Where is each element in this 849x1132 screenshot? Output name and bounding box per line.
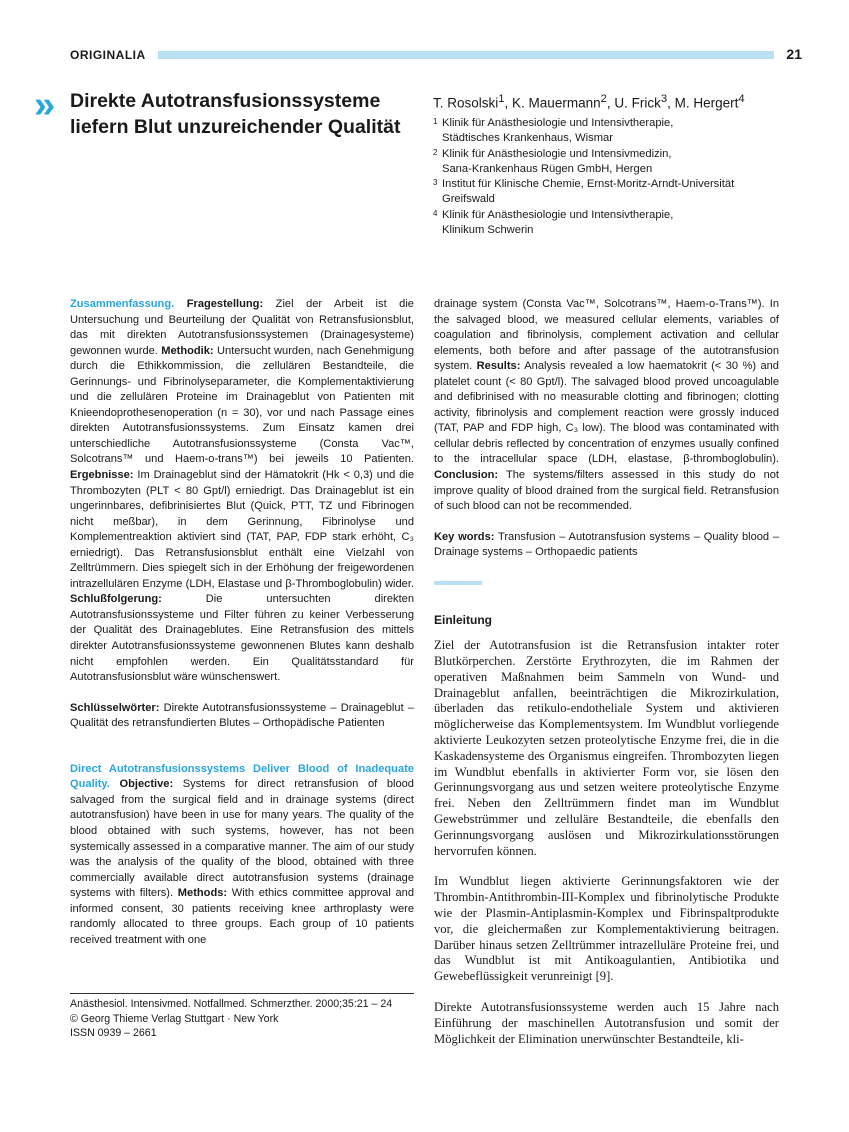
affiliation — [433, 116, 813, 147]
section-heading: Einleitung — [434, 612, 492, 627]
author-affil-mark: 4 — [738, 93, 745, 105]
abstract-text: Im Drainageblut sind der Hämatokrit (Hk < 0,3) und die Thrombozyten (PLT < 80 Gpt/l) erniedrigt. Das Drainageblut ist ein ungerinnbares, defibrinisiertes Blut (Quick, PTT, TZ und Fibrinogen nicht meßbar), in dem Gerinnung, Fibrinolyse und Komplementreaktion aktiviert sind (TAT, PAP, FDP stark erhöht, C₃ erniedrigt). Das Retransfusionsblut enthält eine Vielzahl von Zelltrümmern. Dies spiegelt sich in der Erhöhung der freigewordenen intrazellulären Enzyme (LDH, Elastase und β-Thromboglobulin) wider. — [70, 469, 414, 590]
author: M. Hergert — [674, 95, 739, 111]
keywords-text: Direkte Autotransfusionssysteme – Drainageblut – Qualität des retransfundierten Blutes – Orthopädische Patienten — [70, 701, 414, 730]
keywords-label: Key words: — [434, 530, 495, 543]
paragraph: Direkte Autotransfusionssysteme werden auch 15 Jahre nach Einführung der maschinellen Autotransfusion und somit der Möglichkeit der Elimination unerwünschter Bestandteile, kli- — [434, 1000, 779, 1046]
affil-line: Institut für Klinische Chemie, Ernst-Moritz-Arndt-Universität — [442, 178, 735, 191]
abstract-label: Schlußfolgerung: — [70, 593, 162, 606]
abstract-label: Methodik: — [161, 344, 214, 357]
keywords-text: Transfusion – Autotransfusion systems – Quality blood – Drainage systems – Orthopaedic patients — [434, 530, 780, 559]
affil-mark: 2 — [433, 147, 438, 157]
article-title — [70, 88, 425, 140]
abstract-english-cont — [434, 297, 779, 515]
affil-line: Sana-Krankenhaus Rügen GmbH, Hergen — [442, 162, 653, 175]
abstract-heading: Zusammenfassung. — [70, 298, 175, 310]
abstract-text: Systems for direct retransfusion of blood salvaged from the surgical field and in drainage systems (direct autotransfusion) have been in use for many years. The quality of the blood obtained with such systems, however, has not been systemically assessed in a comparative manner. The aim of our study was the analysis of the quality of the blood, obtained with three commercially available direct autotransfusion systems (drainage systems with filters). — [70, 778, 414, 900]
author: K. Mauermann — [512, 95, 601, 111]
author: U. Frick — [614, 95, 661, 111]
header-rule — [158, 51, 774, 59]
author-list: T. Rosolski$^1$, K. Mauermann$^2$, U. Frick$^3$, M. Hergert$^4$ — [433, 93, 745, 111]
affil-line: Städtisches Krankenhaus, Wismar — [442, 132, 613, 145]
affil-line: Klinik für Anästhesiologie und Intensivmedizin, — [442, 147, 672, 160]
issn-line: ISSN 0939 – 2661 — [70, 1027, 157, 1039]
affiliation — [433, 177, 813, 208]
abstract-heading: Direct Autotransfusionssystems Deliver Blood of Inadequate Quality. — [70, 762, 414, 791]
abstract-text: The systems/filters assessed in this study do not improve quality of blood drained from the surgical field. Retransfusion of such blood can not be recommended. — [434, 469, 779, 513]
affil-mark: 3 — [433, 178, 438, 188]
affil-mark: 4 — [433, 208, 438, 218]
abstract-text: With ethics committee approval and informed consent, 30 patients receiving knee arthroplasty were randomly allocated to three groups. Each group of 10 patients received treatment with one — [70, 887, 415, 946]
author-affil-mark: 1 — [498, 93, 505, 105]
abstract-text: Analysis revealed a low haematokrit (< 30 %) and platelet count (< 80 Gpt/l). The salvaged blood proved uncoagulable and defibrinised with no measurable clotting and fibrinogen; clotting activity, fibrinolysis and complement reaction were grossly induced (TAT, PAP and FDP high, C₃ low). The blood was contaminated with cellular debris reflected by concentration of enzymes usually confined to the intracellular space (LDH, elastase, β-thromboglobulin). — [434, 360, 779, 466]
author-affil-mark: 3 — [660, 93, 668, 105]
affil-mark: 1 — [433, 117, 438, 126]
title-line-1: Direkte Autotransfusionssysteme — [70, 90, 381, 112]
abstract-text: drainage system (Consta Vac™, Solcotrans™, Haem-o-Trans™). In the salvaged blood, we measured cellular elements, variables of coagulation and fibrinolysis, complement activation and cellular elements, both before and after passage of the autotransfusion system. — [434, 298, 779, 373]
affiliation — [433, 147, 813, 178]
abstract-german — [70, 297, 414, 686]
left-column — [70, 297, 414, 948]
abstract-english — [70, 762, 414, 949]
paragraph: Ziel der Autotransfusion ist die Retransfusion intakter roter Blutkörperchen. Zerstörte Erythrozyten, die im Rahmen der operativen Maßnahmen beim Sammeln von Wund- und Drainageblut anfallen, beeinträchtigen die Mikrozirkulation, überladen das retikulo-endotheliale System und aktivieren möglicherweise das Komplementsystem. Im Wundblut vorliegende aktivierte Leukozyten setzen proteolytische Enzyme frei, die in die Kaskadensysteme des Organismus eingreifen. Thrombozyten liegen im Wundblut ebenfalls in aktivierter Form vor, sie lösen den Gerinnungsvorgang aus und setzen weitere proteolytische Enzyme frei. Neben den Zelltrümmern findet man im Wundblut Gewebstrümmer und zelluläre Bestandteile, die ebenfalls den Gerinnungsvorgang auslösen und Mikrozirkulationsstörungen hervorrufen können. — [434, 638, 779, 858]
affil-line: Klinikum Schwerin — [442, 224, 534, 237]
citation-footer — [70, 993, 414, 1041]
abstract-label: Conclusion: — [434, 469, 499, 482]
quote-icon: » — [34, 84, 52, 126]
right-column — [434, 297, 779, 1047]
abstract-text: Ziel der Arbeit ist die Untersuchung und Beurteilung der Qualität von Retransfusionsblut, das mit direkten Autotransfusionssystemen (Drainagesysteme) gewonnen wurde. — [70, 298, 414, 357]
keywords-label: Schlüsselwörter: — [70, 701, 160, 714]
author: T. Rosolski — [433, 95, 499, 111]
title-line-2: liefern Blut unzureichender Qualität — [70, 116, 401, 138]
affil-line: Klinik für Anästhesiologie und Intensivtherapie, — [442, 117, 674, 129]
section-divider — [434, 581, 482, 585]
paragraph: Im Wundblut liegen aktivierte Gerinnungsfaktoren wie der Thrombin-Antithrombin-III-Komplex und fibrinolytische Produkte wie der Plasmin-Antiplasmin-Komplex und Fibrinspaltprodukte vor, die gleichermaßen zur Komplementaktivierung beitragen. Darüber hinaus setzen Zelltrümmer intrazelluläre Proteine frei, und das Wundblut ist mit Antikoagulantien, Antibiotika und Gewebeflüssigkeit verunreinigt [9]. — [434, 874, 779, 984]
copyright-line: © Georg Thieme Verlag Stuttgart · New York — [70, 1012, 279, 1025]
affil-line: Klinik für Anästhesiologie und Intensivtherapie, — [442, 208, 674, 221]
abstract-label: Fragestellung: — [186, 298, 264, 310]
affiliation-list — [433, 116, 813, 238]
abstract-text: Untersucht wurden, nach Genehmigung durch die Ethikkommission, die zellulären Bestandteile, die Gerinnungs- und Fibrinolyseparameter, die Komplementaktivierung und die zellulären Proteine im Drainageblut von Patienten mit Knieendoprothesenoperation (n = 30), vor und nach Passage eines direkten Autotransfusionssystems. Zum Einsatz kamen drei unterschiedliche Autotransfusionssysteme (Consta Vac™, Solcotrans™ und Haem-o-trans™) bei jeweils 10 Patienten. — [70, 344, 414, 466]
abstract-label: Methods: — [177, 887, 228, 900]
abstract-label: Results: — [476, 360, 521, 373]
journal-citation: Anästhesiol. Intensivmed. Notfallmed. Schmerzther. 2000;35:21 – 24 — [70, 998, 393, 1010]
page-number: 21 — [786, 46, 802, 62]
affil-line: Greifswald — [442, 193, 495, 206]
keywords-german — [70, 701, 414, 732]
abstract-text: Die untersuchten direkten Autotransfusionssysteme und Filter führen zu keiner Verbesserung der Qualität des Drainageblutes. Eine Retransfusion des mittels direkter Autotransfusionssysteme gewonnenen Blutes kann deshalb nicht empfohlen werden. Ein Qualitätsstandard für Autotransfusionsblut wäre wünschenswert. — [70, 593, 414, 684]
intro-body — [434, 638, 779, 1047]
keywords-english — [434, 530, 779, 561]
section-label: ORIGINALIA — [70, 48, 146, 62]
abstract-label: Ergebnisse: — [70, 469, 134, 482]
abstract-label: Objective: — [119, 778, 174, 791]
author-affil-mark: 2 — [600, 93, 607, 105]
affiliation — [433, 208, 813, 239]
running-header — [70, 46, 805, 66]
